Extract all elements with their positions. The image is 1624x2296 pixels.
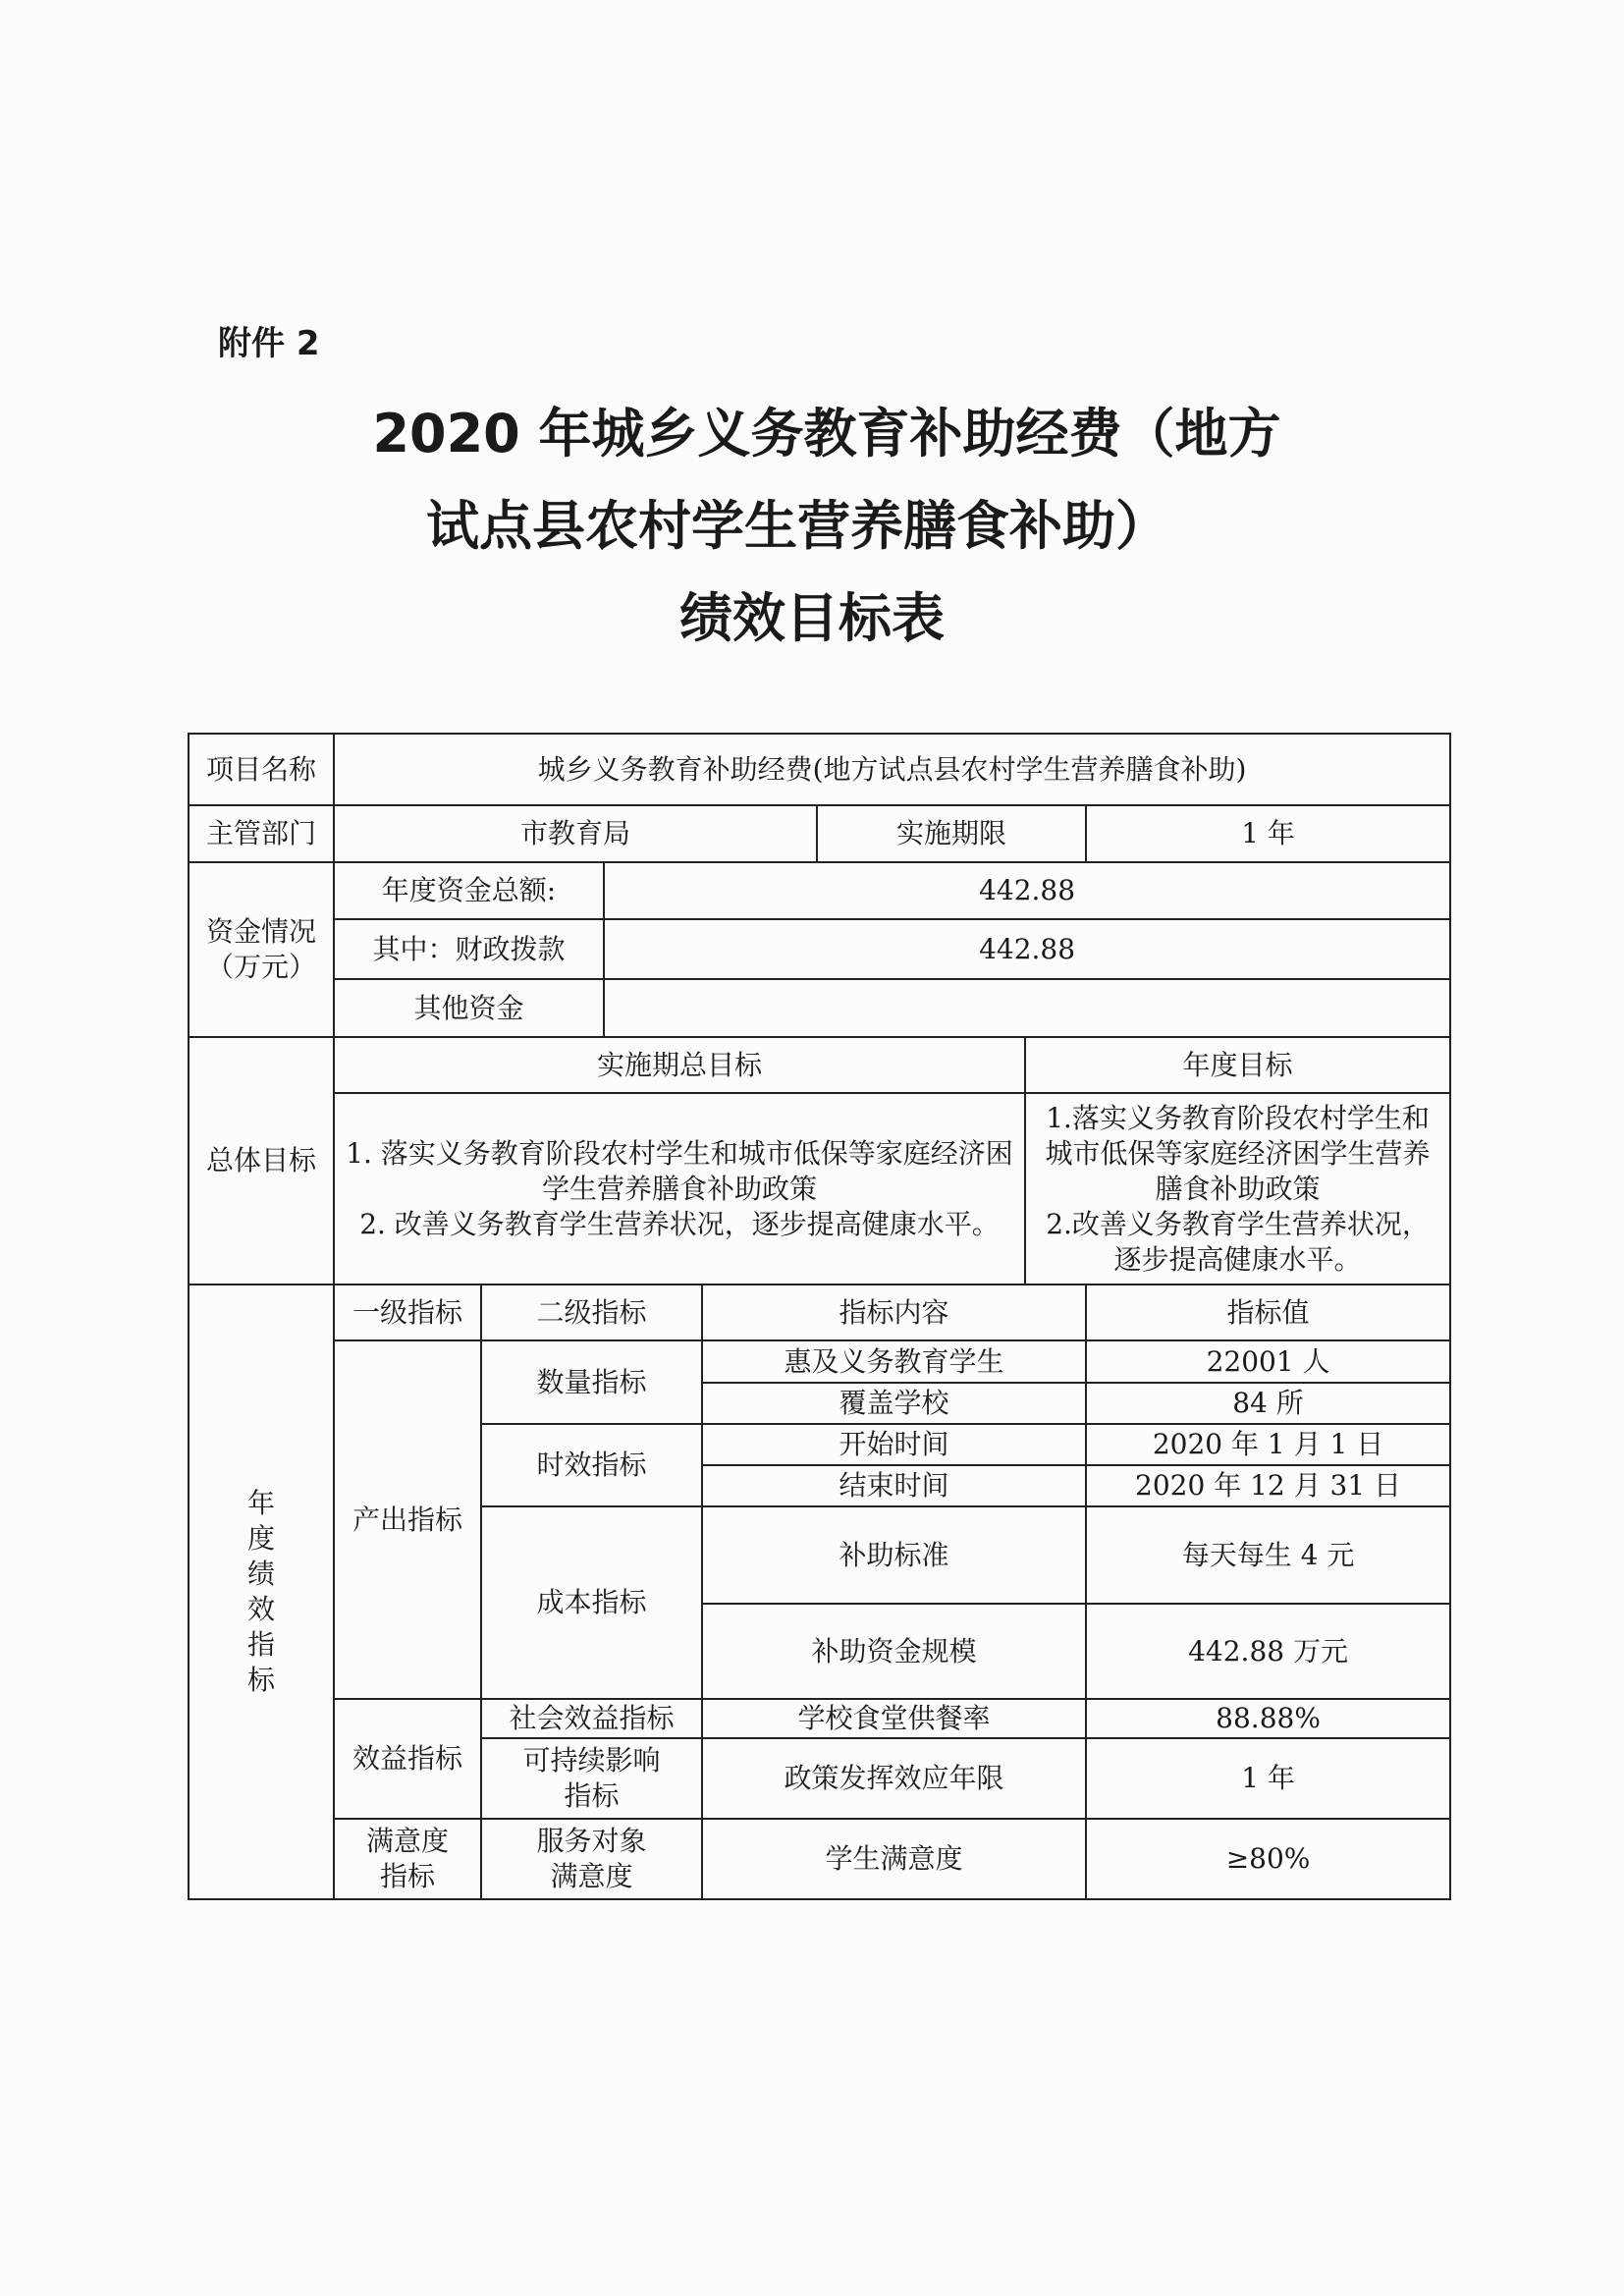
indicator-content: 覆盖学校 [702, 1383, 1086, 1424]
sustain-label-line-1: 可持续影响 [522, 1744, 661, 1777]
section-label-char: 指 [246, 1628, 275, 1661]
output-label: 产出指标 [334, 1340, 481, 1699]
row-funds-other [189, 979, 1450, 1037]
funds-label [189, 862, 334, 1037]
social-benefit-label: 社会效益指标 [481, 1699, 702, 1738]
section-label-char: 标 [246, 1664, 275, 1696]
project-name-label: 项目名称 [189, 734, 334, 805]
header-value: 指标值 [1086, 1285, 1450, 1340]
period-value: 1 年 [1086, 805, 1450, 862]
performance-target-table [188, 733, 1451, 1900]
indicator-value: 442.88 万元 [1086, 1604, 1450, 1699]
department-label: 主管部门 [189, 805, 334, 862]
row-funds-total [189, 862, 1450, 919]
project-name-value: 城乡义务教育补助经费(地方试点县农村学生营养膳食补助) [334, 734, 1450, 805]
indicator-content: 学校食堂供餐率 [702, 1699, 1086, 1738]
goals-period-text [334, 1093, 1025, 1285]
funds-total-label: 年度资金总额: [334, 862, 604, 919]
goals-label: 总体目标 [189, 1037, 334, 1285]
indicator-content: 补助资金规模 [702, 1604, 1086, 1699]
indicator-value: 2020 年 1 月 1 日 [1086, 1424, 1450, 1465]
sustain-label-line-2: 指标 [564, 1779, 620, 1812]
department-value: 市教育局 [334, 805, 817, 862]
funds-fiscal-value: 442.88 [604, 919, 1450, 979]
goals-period-item-2: 2. 改善义务教育学生营养状况，逐步提高健康水平。 [359, 1207, 1000, 1240]
header-level2: 二级指标 [481, 1285, 702, 1340]
funds-label-line-1: 资金情况 [205, 915, 316, 948]
indicator-value: ≥80% [1086, 1819, 1450, 1899]
row-department [189, 805, 1450, 862]
funds-fiscal-label: 其中：财政拨款 [334, 919, 604, 979]
indicators-section-label [189, 1285, 334, 1899]
document-title [0, 388, 1624, 665]
satisfaction-sub-label-line-2: 满意度 [550, 1860, 633, 1892]
header-level1: 一级指标 [334, 1285, 481, 1340]
funds-other-value [604, 979, 1450, 1037]
header-content: 指标内容 [702, 1285, 1086, 1340]
funds-total-value: 442.88 [604, 862, 1450, 919]
row-indicator-headers [189, 1285, 1450, 1340]
goals-annual-text [1025, 1093, 1450, 1285]
satisfaction-label-line-2: 指标 [379, 1860, 435, 1892]
goals-period-header: 实施期总目标 [334, 1037, 1025, 1093]
satisfaction-label [334, 1819, 481, 1899]
sustain-label [481, 1738, 702, 1819]
table-row [189, 1699, 1450, 1738]
section-label-char: 年 [246, 1487, 275, 1519]
indicator-content: 开始时间 [702, 1424, 1086, 1465]
benefit-label: 效益指标 [334, 1699, 481, 1819]
satisfaction-label-line-1: 满意度 [365, 1825, 449, 1857]
goals-annual-header: 年度目标 [1025, 1037, 1450, 1093]
indicator-content: 惠及义务教育学生 [702, 1340, 1086, 1383]
indicator-content: 补助标准 [702, 1506, 1086, 1604]
section-label-char: 绩 [246, 1558, 275, 1590]
section-label-char: 效 [246, 1593, 275, 1625]
table-row [189, 1819, 1450, 1899]
row-funds-fiscal [189, 919, 1450, 979]
row-goals-header [189, 1037, 1450, 1093]
goals-period-item-1: 1. 落实义务教育阶段农村学生和城市低保等家庭经济困学生营养膳食补助政策 [346, 1136, 1013, 1205]
cost-label: 成本指标 [481, 1506, 702, 1699]
period-label: 实施期限 [817, 805, 1086, 862]
goals-annual-item-1: 1.落实义务教育阶段农村学生和城市低保等家庭经济困学生营养膳食补助政策 [1045, 1101, 1431, 1205]
indicator-content: 学生满意度 [702, 1819, 1086, 1899]
quantity-label: 数量指标 [481, 1340, 702, 1424]
attachment-label: 附件 2 [218, 324, 320, 363]
row-goals-text [189, 1093, 1450, 1285]
table-row [189, 1340, 1450, 1383]
indicator-value: 1 年 [1086, 1738, 1450, 1819]
satisfaction-sub-label-line-1: 服务对象 [536, 1825, 647, 1857]
indicator-value: 每天每生 4 元 [1086, 1506, 1450, 1604]
title-line-2: 试点县农村学生营养膳食补助） [426, 495, 1168, 557]
satisfaction-sub-label [481, 1819, 702, 1899]
funds-other-label: 其他资金 [334, 979, 604, 1037]
section-label-char: 度 [246, 1522, 275, 1555]
indicator-content: 政策发挥效应年限 [702, 1738, 1086, 1819]
title-line-3: 绩效目标表 [679, 587, 945, 649]
goals-annual-item-2: 2.改善义务教育学生营养状况，逐步提高健康水平。 [1046, 1207, 1430, 1276]
funds-label-line-2: （万元） [205, 951, 316, 983]
indicator-content: 结束时间 [702, 1465, 1086, 1506]
indicator-value: 88.88% [1086, 1699, 1450, 1738]
time-label: 时效指标 [481, 1424, 702, 1506]
row-project-name [189, 734, 1450, 805]
title-line-1: 2020 年城乡义务教育补助经费（地方 [372, 403, 1281, 465]
indicator-value: 84 所 [1086, 1383, 1450, 1424]
indicator-value: 22001 人 [1086, 1340, 1450, 1383]
indicator-value: 2020 年 12 月 31 日 [1086, 1465, 1450, 1506]
